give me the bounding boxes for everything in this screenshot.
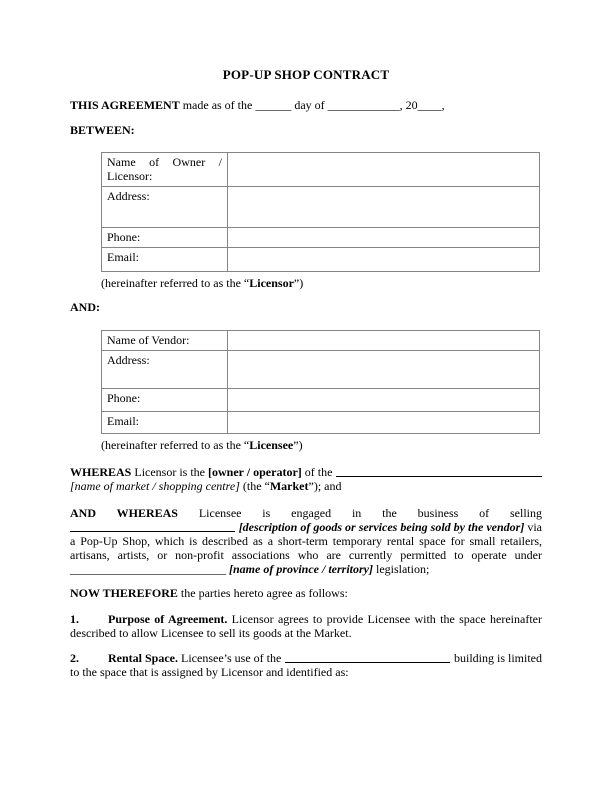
note-suffix: ”) [293, 438, 303, 452]
goods-description-placeholder: [description of goods or services being sold by the vendor] [238, 520, 525, 534]
and-whereas-body: a Pop-Up Shop, which is described as a short-term temporary rental space for small retailers, artisans, artists, or non-profit associations who are currently permitted to operate under [70, 534, 542, 562]
row-value-cell[interactable] [228, 228, 540, 248]
row-label-cell: Email: [102, 248, 228, 272]
clause-2-text [70, 651, 281, 665]
and-whereas-clause [70, 506, 542, 576]
row-value-cell[interactable] [228, 248, 540, 272]
blank-line[interactable] [285, 651, 450, 663]
clause-number: 2. [70, 651, 79, 665]
whereas-clause [70, 465, 542, 493]
province-blank[interactable]: __________________________ [70, 562, 226, 576]
note-term: Licensee [249, 438, 294, 452]
now-therefore-keyword: NOW THEREFORE [70, 586, 178, 600]
whereas-keyword: WHEREAS [70, 465, 132, 479]
table-row [102, 248, 540, 272]
table-row [102, 228, 540, 248]
row-value-cell[interactable] [228, 187, 540, 228]
whereas-text [70, 465, 332, 479]
whereas-line-2 [70, 479, 542, 493]
clause-2-line-2: to the space that is assigned by Licensor and identified as: [70, 665, 349, 679]
row-label-cell: Name of Owner / Licensor: [102, 153, 228, 187]
document-title: POP-UP SHOP CONTRACT [222, 67, 390, 82]
whereas-run: Licensor is the [131, 465, 209, 479]
table-row [102, 412, 540, 434]
and-whereas-run: Licensee is engaged in the business of selling [177, 506, 542, 520]
now-therefore-run: the parties hereto agree as follows: [177, 586, 348, 600]
row-label-cell: Phone: [102, 228, 228, 248]
and-whereas-line-5 [70, 562, 542, 576]
note-term: Licensor [249, 276, 294, 290]
whereas-run: ”); and [308, 479, 342, 493]
note-prefix: (hereinafter referred to as the “ [101, 438, 250, 452]
whereas-line-1 [70, 465, 542, 479]
blank-line[interactable] [70, 520, 235, 532]
and-whereas-line-2 [70, 520, 542, 534]
vendor-table [101, 330, 540, 434]
row-value-cell[interactable] [228, 331, 540, 351]
now-therefore-line [70, 586, 542, 600]
table-row [102, 187, 540, 228]
and-whereas-text [239, 520, 542, 534]
intro-bold-text: THIS AGREEMENT [70, 98, 180, 112]
whereas-run: (the “ [239, 479, 270, 493]
table-row [102, 389, 540, 412]
licensee-note [101, 438, 542, 452]
clause-body: building is limited [453, 651, 542, 665]
note-suffix: ”) [293, 276, 304, 290]
and-label: AND: [70, 300, 100, 314]
and-whereas-keyword: AND WHEREAS [70, 506, 178, 520]
and-whereas-line-1 [70, 506, 542, 520]
licensor-table [101, 152, 540, 272]
row-value-cell[interactable] [228, 412, 540, 434]
table-row [102, 331, 540, 351]
whereas-run: of the [301, 465, 333, 479]
row-value-cell[interactable] [228, 351, 540, 389]
owner-operator-placeholder: [owner / operator] [208, 465, 302, 479]
clause-heading: Rental Space. [108, 651, 178, 665]
intro-line [70, 98, 542, 112]
intro-rest-text: made as of the ______ day of ____________, 20____, [179, 98, 445, 112]
clause-body: Licensee’s use of the [178, 651, 282, 665]
blank-line[interactable] [336, 465, 542, 477]
clause-1 [70, 612, 542, 640]
and-whereas-run: legislation; [372, 562, 430, 576]
between-label: BETWEEN: [70, 123, 135, 137]
clause-2 [70, 651, 542, 679]
clause-2-line-1 [70, 651, 542, 665]
row-label-cell: Address: [102, 351, 228, 389]
province-placeholder: [name of province / territory] [226, 562, 373, 576]
row-label-cell: Email: [102, 412, 228, 434]
market-name-placeholder: [name of market / shopping centre] [70, 479, 240, 493]
row-value-cell[interactable] [228, 389, 540, 412]
table-row [102, 351, 540, 389]
row-value-cell[interactable] [228, 153, 540, 187]
row-label-cell: Phone: [102, 389, 228, 412]
clause-heading: Purpose of Agreement. [108, 612, 228, 626]
note-prefix: (hereinafter referred to as the “ [101, 276, 250, 290]
clause-body: Licensor agrees to provide Licensee with the space hereinafter described to allow Licensee to sell its goods at the Market. [70, 612, 542, 640]
clause-number: 1. [70, 612, 79, 626]
market-term: Market [269, 479, 309, 493]
licensor-note [101, 276, 542, 290]
table-row [102, 153, 540, 187]
row-label-cell: Address: [102, 187, 228, 228]
row-label-cell: Name of Vendor: [102, 331, 228, 351]
and-whereas-run: via [524, 520, 542, 534]
